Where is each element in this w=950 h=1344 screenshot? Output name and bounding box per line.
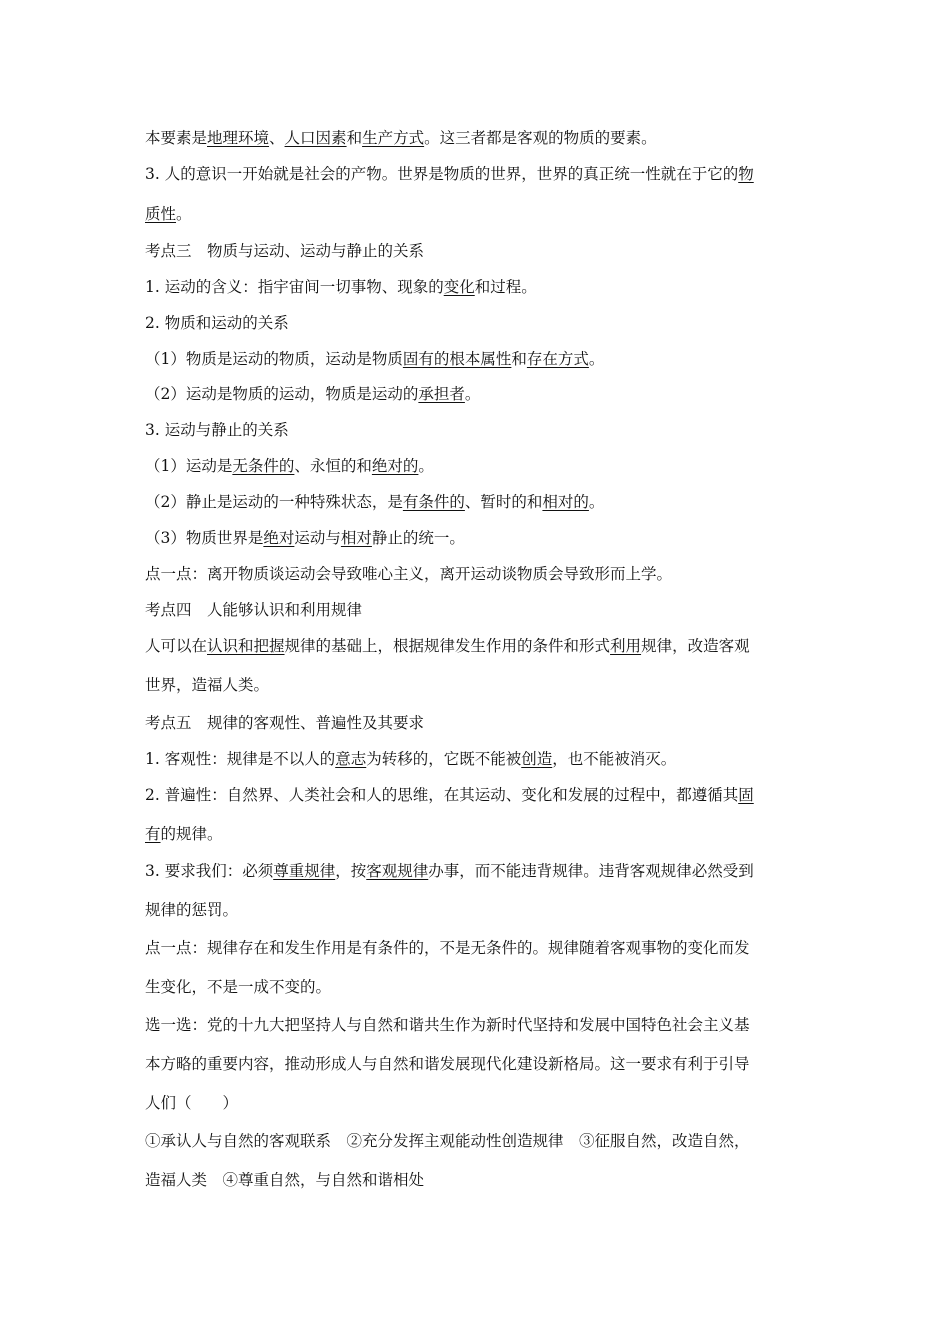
text-segment: 规律，改造客观 (641, 637, 750, 655)
text-segment: 静止的统一。 (371, 529, 465, 547)
underlined-answer: 承担者 (418, 385, 465, 403)
underlined-answer: 生产方式 (362, 129, 425, 147)
text-line (145, 384, 810, 404)
text-line (145, 900, 810, 920)
text-line (145, 349, 810, 369)
text-line (145, 977, 810, 997)
text-line (145, 785, 810, 805)
text-segment: ①承认人与自然的客观联系 ②充分发挥主观能动性创造规律 ③征服自然，改造自然， (145, 1132, 750, 1150)
text-segment: 为转移的，它既不能被 (366, 750, 522, 768)
text-segment: 考点四 人能够认识和利用规律 (145, 601, 363, 619)
question-line (145, 1054, 810, 1074)
text-line (145, 636, 810, 656)
text-segment: 3. 要求我们：必须 (145, 862, 274, 880)
text-segment: 点一点：规律存在和发生作用是有条件的，不是无条件的。规律随着客观事物的变化而发 (145, 939, 750, 957)
text-segment: 。 (418, 457, 434, 475)
text-segment: 选一选：党的十九大把坚持人与自然和谐共生作为新时代坚持和发展中国特色社会主义基 (145, 1016, 750, 1034)
note-line (145, 564, 810, 584)
text-segment: 3. 人的意识一开始就是社会的产物。世界是物质的世界，世界的真正统一性就在于它的 (145, 165, 739, 183)
text-segment: 和 (511, 350, 527, 368)
underlined-answer: 变化 (443, 278, 475, 296)
text-segment: 考点五 规律的客观性、普遍性及其要求 (145, 714, 425, 732)
underlined-answer: 绝对的 (371, 457, 419, 475)
text-line (145, 128, 810, 148)
text-segment: 。 (464, 385, 481, 403)
text-segment: 和 (346, 129, 363, 147)
text-line (145, 164, 810, 184)
text-segment: 人可以在 (145, 637, 208, 655)
text-segment: 和过程。 (474, 278, 537, 296)
text-segment: 3. 运动与静止的关系 (145, 421, 289, 439)
question-line (145, 1015, 810, 1035)
underlined-answer: 人口因素 (284, 129, 347, 147)
text-segment: （2）静止是运动的一种特殊状态，是 (145, 493, 403, 511)
underlined-answer: 质性 (145, 205, 177, 223)
section-heading (145, 241, 810, 261)
text-segment: 。 (588, 350, 605, 368)
underlined-answer: 无条件的 (232, 457, 295, 475)
text-line (145, 456, 810, 476)
question-line (145, 1093, 810, 1113)
text-segment: 本方略的重要内容，推动形成人与自然和谐发展现代化建设新格局。这一要求有利于引导 (145, 1055, 750, 1073)
text-segment: 。这三者都是客观的物质的要素。 (424, 129, 657, 147)
section-heading (145, 600, 810, 620)
text-line (145, 861, 810, 881)
section-heading (145, 713, 810, 733)
text-segment: ，按 (335, 862, 367, 880)
text-line (145, 749, 810, 769)
text-line (145, 492, 810, 512)
text-line (145, 277, 810, 297)
text-segment: 。 (176, 205, 192, 223)
text-segment: 、永恒的和 (294, 457, 372, 475)
text-segment: 1. 客观性：规律是不以人的 (145, 750, 336, 768)
underlined-answer: 认识和把握 (207, 637, 285, 655)
text-segment: 1. 运动的含义：指宇宙间一切事物、现象的 (145, 278, 444, 296)
text-segment: 的规律。 (160, 825, 223, 843)
text-segment: （1）运动是 (145, 457, 233, 475)
underlined-answer: 存在方式 (526, 350, 589, 368)
text-segment: 造福人类 ④尊重自然，与自然和谐相处 (145, 1171, 425, 1189)
underlined-answer: 地理环境 (207, 129, 270, 147)
text-segment: 考点三 物质与运动、运动与静止的关系 (145, 242, 425, 260)
text-segment: （1）物质是运动的物质，运动是物质 (145, 350, 403, 368)
underlined-answer: 尊重规律 (273, 862, 336, 880)
note-line (145, 938, 810, 958)
text-segment: 规律的基础上，根据规律发生作用的条件和形式 (284, 637, 611, 655)
underlined-answer: 固有的根本属性 (402, 350, 512, 368)
text-segment: ，也不能被消灭。 (552, 750, 677, 768)
text-segment: （2）运动是物质的运动，物质是运动的 (145, 385, 419, 403)
text-segment: 、暂时的和 (464, 493, 543, 511)
text-segment: 世界，造福人类。 (145, 676, 270, 694)
text-line (145, 313, 810, 333)
underlined-answer: 客观规律 (366, 862, 429, 880)
text-line (145, 420, 810, 440)
underlined-answer: 利用 (610, 637, 642, 655)
underlined-answer: 有 (145, 825, 161, 843)
text-segment: 2. 普遍性：自然界、人类社会和人的思维，在其运动、变化和发展的过程中，都遵循其 (145, 786, 739, 804)
underlined-answer: 创造 (521, 750, 553, 768)
underlined-answer: 有条件的 (402, 493, 465, 511)
text-segment: 、 (269, 129, 285, 147)
text-segment: （3）物质世界是 (145, 529, 264, 547)
underlined-answer: 相对 (340, 529, 372, 547)
underlined-answer: 意志 (335, 750, 367, 768)
text-line (145, 675, 810, 695)
text-segment: 人们（ ） (145, 1094, 239, 1112)
text-segment: 运动与 (294, 529, 341, 547)
text-line (145, 528, 810, 548)
underlined-answer: 物 (738, 165, 754, 183)
text-segment: 本要素是 (145, 129, 208, 147)
underlined-answer: 相对的 (542, 493, 589, 511)
underlined-answer: 固 (738, 786, 754, 804)
underlined-answer: 绝对 (263, 529, 295, 547)
text-segment: 。 (588, 493, 605, 511)
text-segment: 2. 物质和运动的关系 (145, 314, 289, 332)
text-segment: 生变化，不是一成不变的。 (145, 978, 332, 996)
text-segment: 点一点：离开物质谈运动会导致唯心主义，离开运动谈物质会导致形而上学。 (145, 565, 673, 583)
text-segment: 规律的惩罚。 (145, 901, 239, 919)
text-segment: 办事，而不能违背规律。违背客观规律必然受到 (428, 862, 754, 880)
text-line (145, 204, 810, 224)
option-line (145, 1170, 810, 1190)
option-line (145, 1131, 810, 1151)
text-line (145, 824, 810, 844)
